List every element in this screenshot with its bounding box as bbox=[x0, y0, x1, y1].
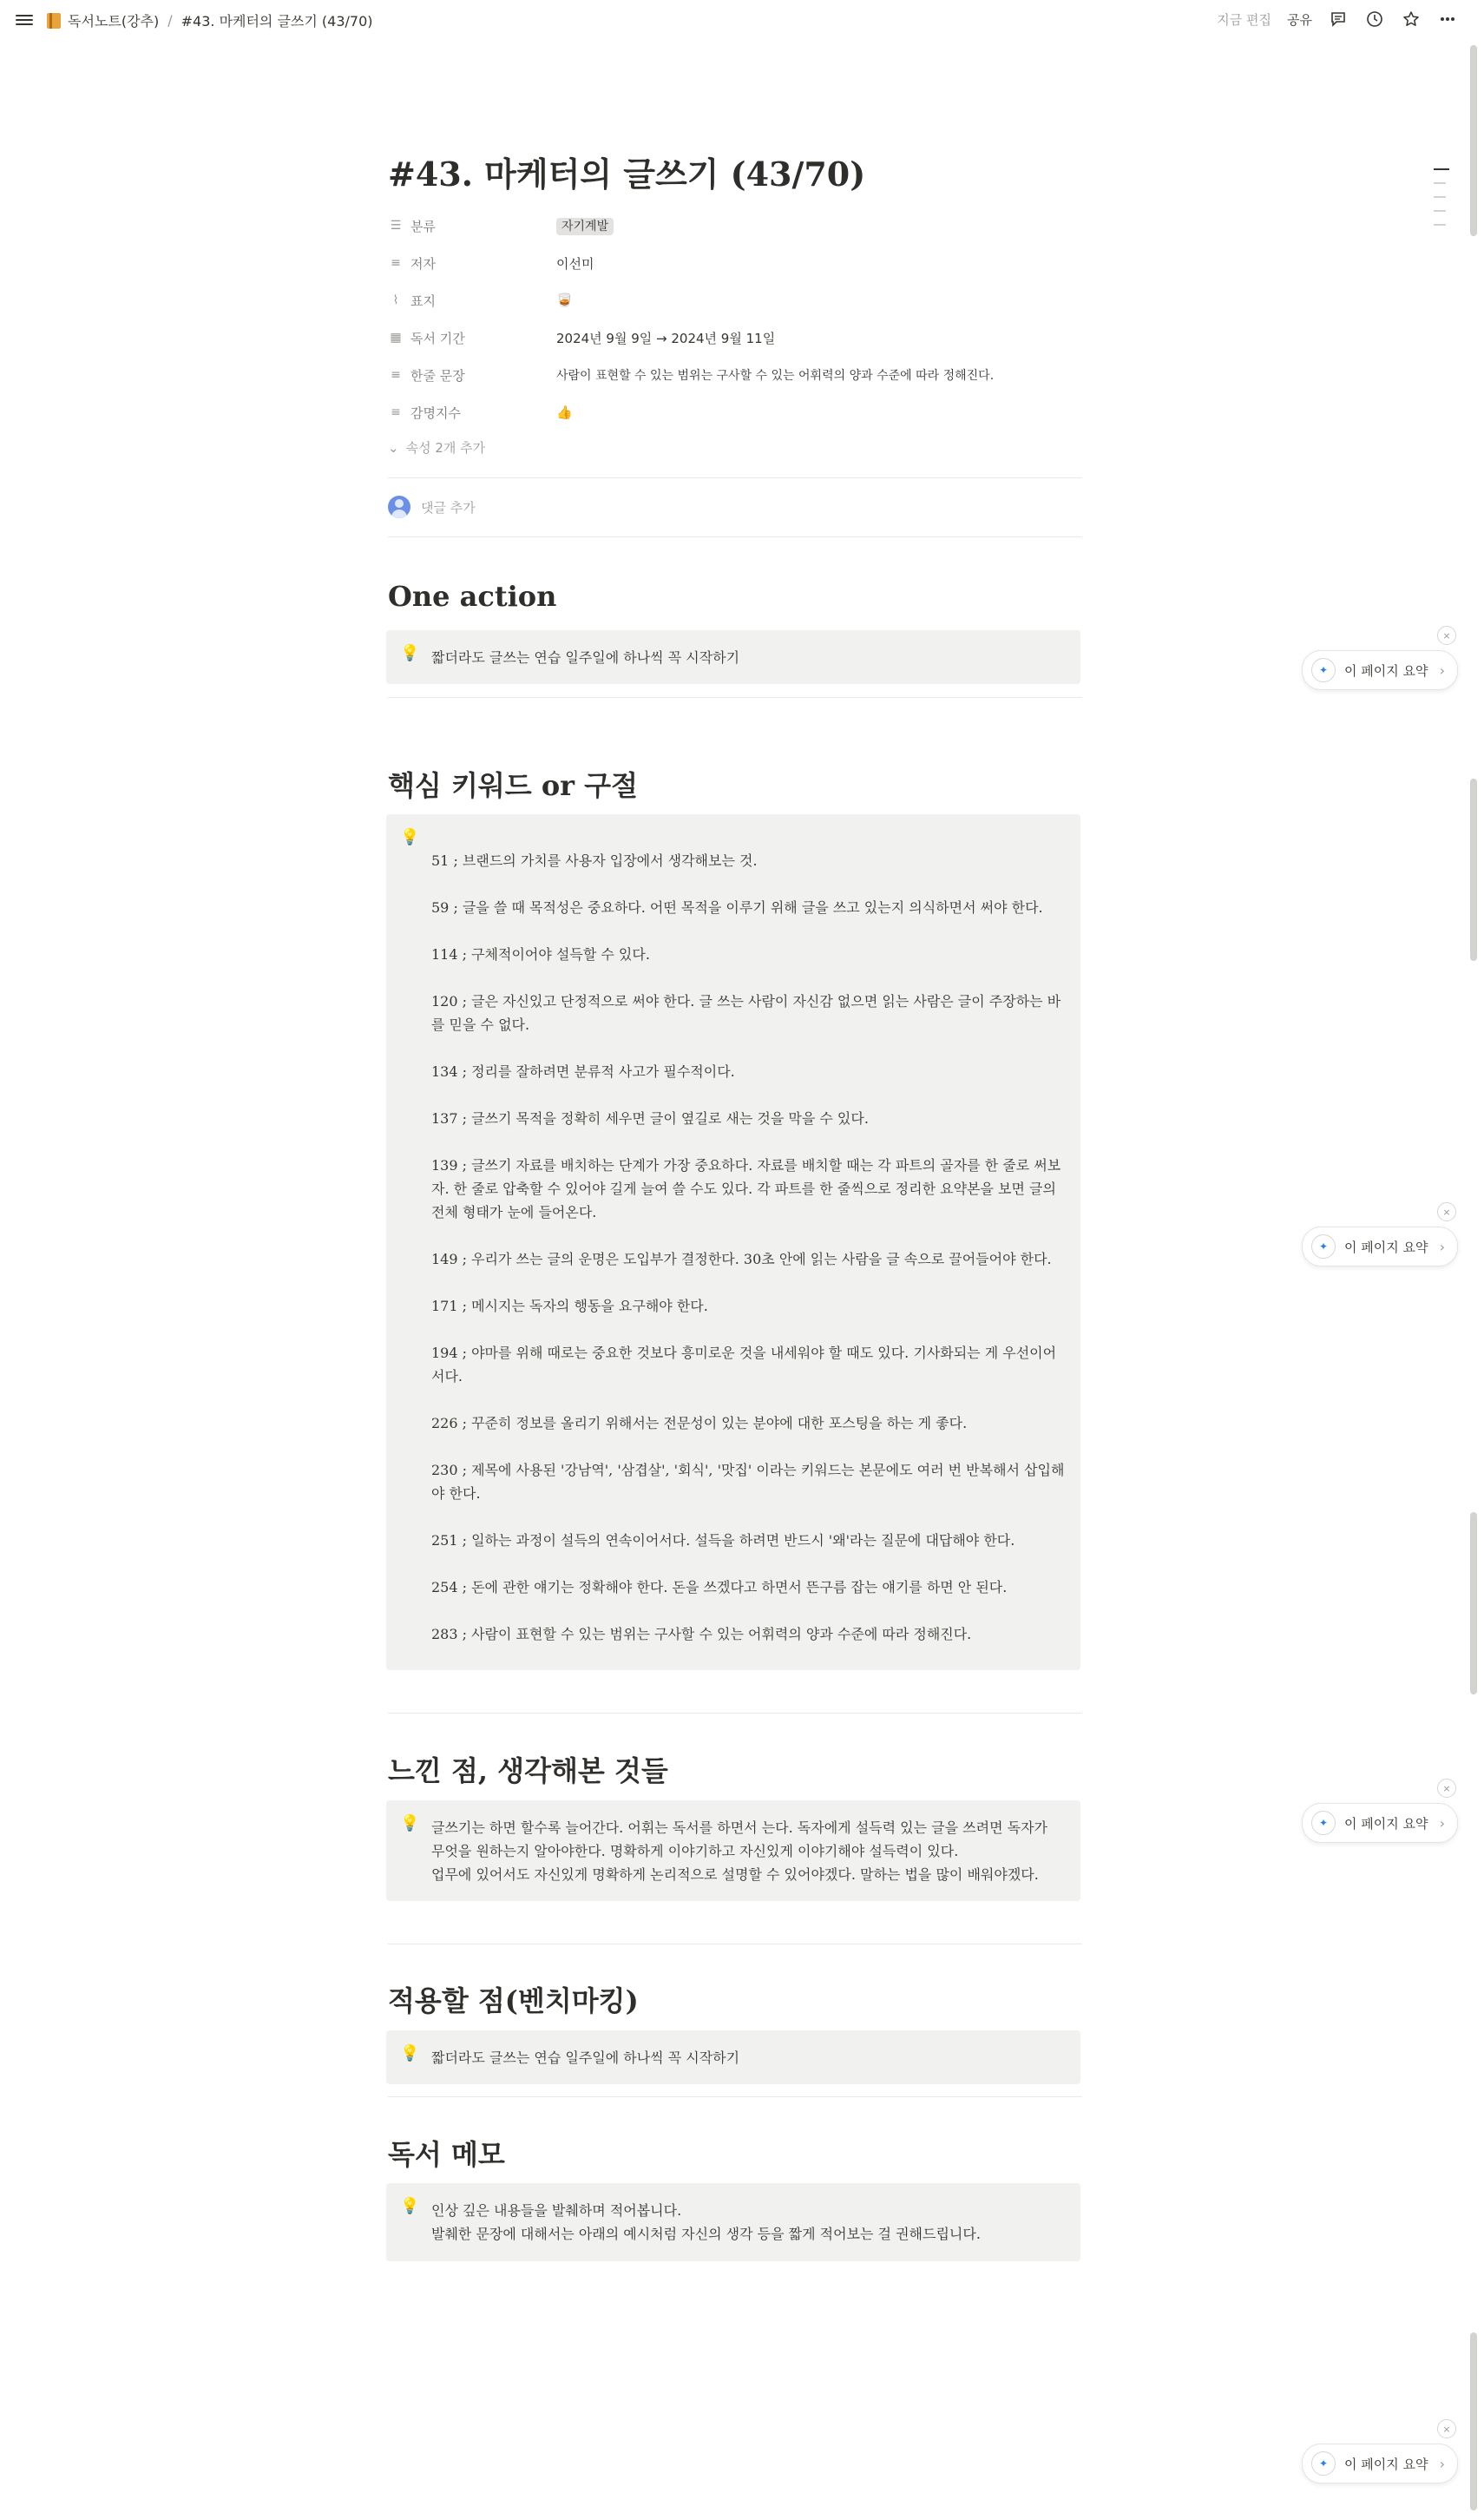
property-key: 저자 bbox=[410, 255, 436, 272]
summary-button[interactable] bbox=[1302, 650, 1458, 690]
property-key: 분류 bbox=[410, 218, 436, 234]
lightbulb-icon: 💡 bbox=[400, 1814, 420, 1832]
scroll-thumb[interactable] bbox=[1470, 1512, 1477, 1694]
chevron-right-icon: › bbox=[1439, 661, 1445, 679]
comment-input[interactable] bbox=[388, 496, 476, 518]
chevron-right-icon: › bbox=[1439, 2455, 1445, 2472]
cover-thumbnail[interactable]: 🥃 bbox=[556, 293, 573, 308]
list-item[interactable]: 254 ; 돈에 관한 얘기는 정확해야 한다. 돈을 쓰겠다고 하면서 뜬구름 잡는 얘기를 하면 안 된다. bbox=[431, 1579, 1008, 1595]
book-icon bbox=[47, 13, 61, 29]
keyword-list bbox=[431, 849, 1065, 1669]
callout-text[interactable] bbox=[431, 1816, 1063, 1886]
list-item[interactable]: 59 ; 글을 쓸 때 목적성은 중요하다. 어떤 목적을 이루기 위해 글을 쓰고 있는지 의식하면서 써야 한다. bbox=[431, 899, 1043, 916]
list-item[interactable]: 251 ; 일하는 과정이 설득의 연속이어서다. 설득을 하려면 반드시 '왜'라는 질문에 대답해야 한다. bbox=[431, 1532, 1015, 1549]
breadcrumb-page[interactable]: #43. 마케터의 글쓰기 (43/70) bbox=[181, 13, 373, 30]
text-icon: ≡ bbox=[391, 405, 401, 419]
list-item[interactable]: 114 ; 구체적이어야 설득할 수 있다. bbox=[431, 946, 650, 963]
close-icon[interactable]: × bbox=[1437, 626, 1456, 645]
divider bbox=[388, 477, 1082, 478]
comment-icon[interactable] bbox=[1328, 9, 1349, 30]
heading-memo[interactable]: 독서 메모 bbox=[388, 2138, 505, 2171]
property-value[interactable]: 👍 bbox=[556, 405, 573, 420]
callout-line: 인상 깊은 내용들을 발췌하며 적어봅니다. bbox=[431, 2202, 682, 2219]
summary-button[interactable] bbox=[1302, 1803, 1458, 1843]
property-row[interactable] bbox=[388, 398, 1082, 427]
more-options-icon[interactable] bbox=[1437, 9, 1458, 30]
heading-apply[interactable]: 적용할 점(벤치마킹) bbox=[388, 1984, 639, 2017]
callout-text[interactable]: 짧더라도 글쓰는 연습 일주일에 하나씩 꼭 시작하기 bbox=[431, 2049, 740, 2066]
breadcrumb-separator: / bbox=[167, 12, 173, 29]
comment-placeholder: 댓글 추가 bbox=[421, 499, 476, 516]
list-item[interactable]: 149 ; 우리가 쓰는 글의 운명은 도입부가 결정한다. 30초 안에 읽는 사람을 글 속으로 끌어들어야 한다. bbox=[431, 1251, 1052, 1267]
more-properties-toggle[interactable] bbox=[388, 438, 485, 457]
property-key: 감명지수 bbox=[410, 405, 461, 421]
list-item[interactable]: 137 ; 글쓰기 목적을 정확히 세우면 글이 옆길로 새는 것을 막을 수 있다. bbox=[431, 1110, 869, 1127]
divider bbox=[388, 697, 1082, 698]
lightbulb-icon: 💡 bbox=[400, 2197, 420, 2215]
summary-button[interactable] bbox=[1302, 2444, 1458, 2483]
avatar bbox=[388, 496, 410, 518]
chevron-right-icon: › bbox=[1439, 1814, 1445, 1832]
callout-text[interactable] bbox=[431, 2199, 1063, 2246]
callout-one-action[interactable] bbox=[386, 630, 1080, 684]
close-icon[interactable]: × bbox=[1437, 2419, 1456, 2438]
list-item[interactable]: 171 ; 메시지는 독자의 행동을 요구해야 한다. bbox=[431, 1298, 708, 1314]
list-item[interactable]: 226 ; 꾸준히 정보를 올리기 위해서는 전문성이 있는 분야에 대한 포스팅을 하는 게 좋다. bbox=[431, 1415, 968, 1431]
list-item[interactable]: 51 ; 브랜드의 가치를 사용자 입장에서 생각해보는 것. bbox=[431, 852, 758, 869]
heading-keywords[interactable]: 핵심 키워드 or 구절 bbox=[388, 769, 639, 802]
property-row[interactable] bbox=[388, 248, 1082, 278]
star-icon[interactable] bbox=[1401, 9, 1422, 30]
table-of-contents[interactable] bbox=[1434, 168, 1449, 238]
property-value[interactable]: 사람이 표현할 수 있는 범위는 구사할 수 있는 어휘력의 양과 수준에 따라 정해진다. bbox=[556, 369, 995, 383]
text-icon: ≡ bbox=[391, 368, 401, 382]
property-key: 표지 bbox=[410, 293, 436, 309]
list-item[interactable]: 230 ; 제목에 사용된 '강남역', '삼겹살', '회식', '맛집' 이라는 키워드는 본문에도 여러 번 반복해서 삽입해야 한다. bbox=[431, 1462, 1065, 1502]
sparkle-icon: ✦ bbox=[1311, 2451, 1336, 2476]
calendar-icon: ▦ bbox=[390, 331, 402, 345]
callout-line: 글쓰기는 하면 할수록 늘어간다. 어휘는 독서를 하면서 는다. 독자에게 설득력 있는 글을 쓰려면 독자가 무엇을 원하는지 알아야한다. 명확하게 이야기하고 자신있게 이야기해야 설득력이 있다. bbox=[431, 1819, 1047, 1859]
list-item[interactable]: 194 ; 야마를 위해 때로는 중요한 것보다 흥미로운 것을 내세워야 할 때도 있다. 기사화되는 게 우선이어서다. bbox=[431, 1345, 1057, 1385]
edited-status: 지금 편집 bbox=[1217, 11, 1272, 28]
property-key: 한줄 문장 bbox=[410, 367, 465, 384]
scroll-thumb[interactable] bbox=[1470, 2332, 1477, 2510]
more-properties-label: 속성 2개 추가 bbox=[405, 440, 486, 456]
heading-one-action[interactable]: One action bbox=[388, 580, 557, 613]
sparkle-icon: ✦ bbox=[1311, 658, 1336, 682]
scrollbar[interactable] bbox=[1470, 45, 1477, 2510]
callout-text[interactable]: 짧더라도 글쓰는 연습 일주일에 하나씩 꼭 시작하기 bbox=[431, 649, 740, 666]
divider bbox=[388, 536, 1082, 537]
close-icon[interactable]: × bbox=[1437, 1202, 1456, 1221]
page-title[interactable]: #43. 마케터의 글쓰기 (43/70) bbox=[388, 155, 866, 194]
summary-button[interactable] bbox=[1302, 1227, 1458, 1266]
divider bbox=[388, 2096, 1082, 2097]
chevron-right-icon: › bbox=[1439, 1238, 1445, 1255]
chevron-down-icon: ⌄ bbox=[388, 439, 399, 456]
callout-line: 발췌한 문장에 대해서는 아래의 예시처럼 자신의 생각 등을 짧게 적어보는 걸 권해드립니다. bbox=[431, 2226, 981, 2242]
divider bbox=[388, 1713, 1082, 1714]
top-actions bbox=[1217, 9, 1458, 30]
breadcrumb bbox=[47, 10, 373, 30]
list-item[interactable]: 283 ; 사람이 표현할 수 있는 범위는 구사할 수 있는 어휘력의 양과 수준에 따라 정해진다. bbox=[431, 1626, 972, 1642]
property-key: 독서 기간 bbox=[410, 330, 465, 346]
share-button[interactable]: 공유 bbox=[1287, 11, 1312, 28]
property-row[interactable] bbox=[388, 360, 1082, 390]
summary-label: 이 페이지 요약 bbox=[1344, 1815, 1428, 1832]
summary-label: 이 페이지 요약 bbox=[1344, 1239, 1428, 1255]
sparkle-icon: ✦ bbox=[1311, 1811, 1336, 1835]
paperclip-icon: ⌇ bbox=[392, 293, 399, 307]
summary-label: 이 페이지 요약 bbox=[1344, 2456, 1428, 2472]
scroll-thumb[interactable] bbox=[1470, 779, 1477, 961]
callout-apply[interactable] bbox=[386, 2030, 1080, 2084]
property-row[interactable] bbox=[388, 323, 1082, 352]
heading-thoughts[interactable]: 느낀 점, 생각해본 것들 bbox=[388, 1754, 668, 1787]
callout-memo[interactable] bbox=[386, 2183, 1080, 2261]
property-value[interactable]: 이선미 bbox=[556, 255, 594, 272]
list-item[interactable]: 134 ; 정리를 잘하려면 분류적 사고가 필수적이다. bbox=[431, 1063, 735, 1080]
sparkle-icon: ✦ bbox=[1311, 1234, 1336, 1259]
close-icon[interactable]: × bbox=[1437, 1779, 1456, 1798]
callout-keywords[interactable] bbox=[386, 814, 1080, 1670]
breadcrumb-root[interactable]: 독서노트(강추) bbox=[68, 13, 160, 30]
lightbulb-icon: 💡 bbox=[400, 2044, 420, 2062]
callout-thoughts[interactable] bbox=[386, 1800, 1080, 1901]
clock-icon[interactable] bbox=[1364, 9, 1385, 30]
property-row[interactable] bbox=[388, 286, 1082, 315]
scroll-thumb[interactable] bbox=[1470, 45, 1477, 236]
category-tag[interactable]: 자기계발 bbox=[556, 218, 614, 235]
top-bar bbox=[0, 0, 1484, 42]
list-icon: ☰ bbox=[390, 219, 402, 233]
lightbulb-icon: 💡 bbox=[400, 828, 420, 846]
menu-icon[interactable] bbox=[16, 12, 33, 30]
summary-label: 이 페이지 요약 bbox=[1344, 662, 1428, 679]
list-item[interactable]: 139 ; 글쓰기 자료를 배치하는 단계가 가장 중요하다. 자료를 배치할 때는 각 파트의 골자를 한 줄로 써보자. 한 줄로 압축할 수 있어야 길게 늘여 쓸 수도 있다. 각 파트를 한 줄씩으로 정리한 요약본을 보면 글의 전체 형태가 눈에 들어온다. bbox=[431, 1157, 1061, 1220]
lightbulb-icon: 💡 bbox=[400, 644, 420, 662]
callout-line: 업무에 있어서도 자신있게 명확하게 논리적으로 설명할 수 있어야겠다. 말하는 법을 많이 배워야겠다. bbox=[431, 1866, 1039, 1883]
property-row[interactable] bbox=[388, 211, 1082, 240]
list-item[interactable]: 120 ; 글은 자신있고 단정적으로 써야 한다. 글 쓰는 사람이 자신감 없으면 읽는 사람은 글이 주장하는 바를 믿을 수 없다. bbox=[431, 993, 1061, 1033]
property-value[interactable]: 2024년 9월 9일 → 2024년 9월 11일 bbox=[556, 330, 776, 346]
text-icon: ≡ bbox=[391, 256, 401, 270]
